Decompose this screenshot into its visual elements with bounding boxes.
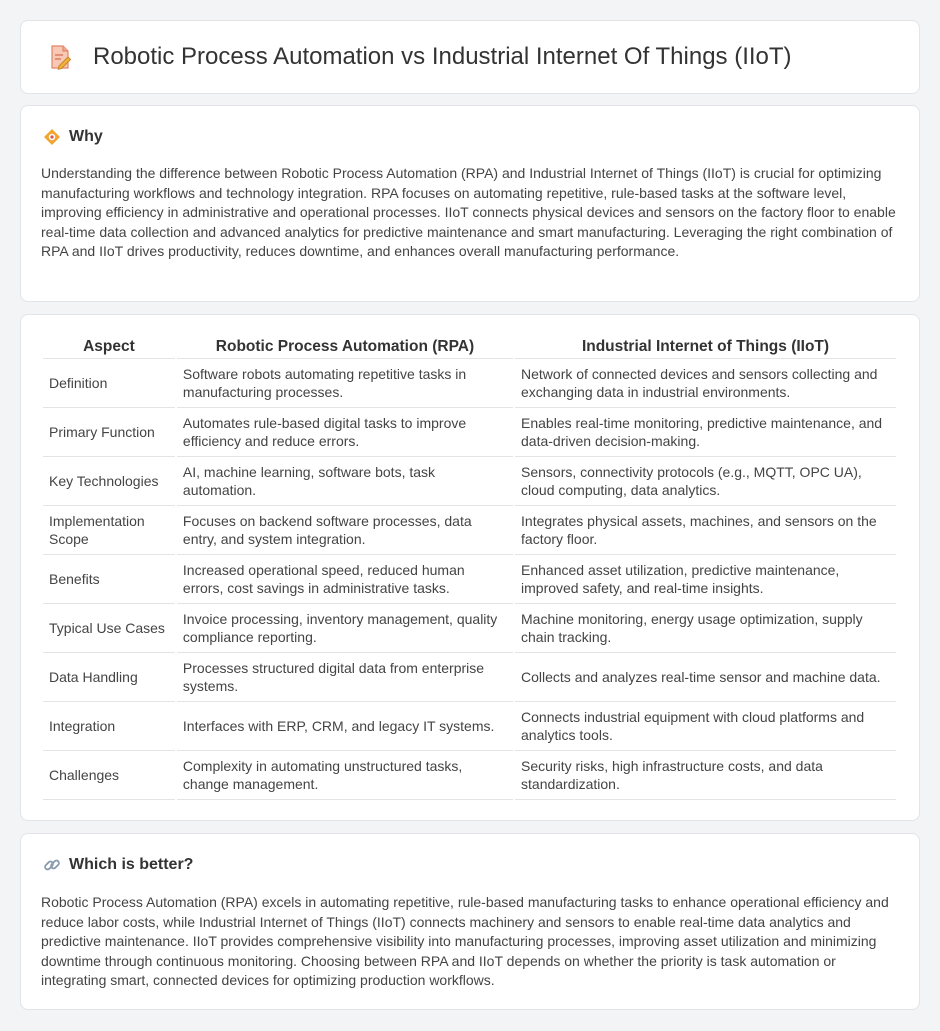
table-row bbox=[43, 653, 896, 702]
aspect-cell: Benefits bbox=[43, 555, 175, 604]
rpa-cell: Processes structured digital data from enterprise systems. bbox=[177, 653, 513, 702]
aspect-cell: Key Technologies bbox=[43, 457, 175, 506]
table-row bbox=[43, 751, 896, 800]
rpa-cell: Complexity in automating unstructured tasks, change management. bbox=[177, 751, 513, 800]
why-text: Understanding the difference between Robotic Process Automation (RPA) and Industrial Internet of Things (IIoT) is crucial for optimizing manufacturing workflows and technology integration. RPA focuses on automating repetitive, rule-based tasks at the software level, improving efficiency in administrative and operational processes. IIoT connects physical devices and sensors on the factory floor to enable real-time data collection and advanced analytics for predictive maintenance and smart manufacturing. Leveraging the right combination of RPA and IIoT drives productivity, reduces downtime, and enhances overall manufacturing performance. bbox=[41, 165, 896, 259]
aspect-cell: Data Handling bbox=[43, 653, 175, 702]
which-is-better-section bbox=[20, 833, 920, 1010]
document-edit-icon bbox=[47, 44, 73, 70]
iiot-cell: Security risks, high infrastructure costs, and data standardization. bbox=[515, 751, 896, 800]
iiot-cell: Collects and analyzes real-time sensor and machine data. bbox=[515, 653, 896, 702]
table-row bbox=[43, 408, 896, 457]
table-row bbox=[43, 359, 896, 408]
header-aspect: Aspect bbox=[43, 335, 175, 359]
link-icon bbox=[43, 856, 61, 874]
iiot-cell: Integrates physical assets, machines, and sensors on the factory floor. bbox=[515, 506, 896, 555]
header-rpa: Robotic Process Automation (RPA) bbox=[177, 335, 513, 359]
aspect-cell: Challenges bbox=[43, 751, 175, 800]
table-row bbox=[43, 604, 896, 653]
rpa-cell: AI, machine learning, software bots, task automation. bbox=[177, 457, 513, 506]
rpa-cell: Interfaces with ERP, CRM, and legacy IT systems. bbox=[177, 702, 513, 751]
target-icon bbox=[43, 128, 61, 146]
iiot-cell: Enables real-time monitoring, predictive maintenance, and data-driven decision-making. bbox=[515, 408, 896, 457]
iiot-cell: Enhanced asset utilization, predictive maintenance, improved safety, and real-time insights. bbox=[515, 555, 896, 604]
aspect-cell: Integration bbox=[43, 702, 175, 751]
rpa-cell: Automates rule-based digital tasks to improve efficiency and reduce errors. bbox=[177, 408, 513, 457]
why-title: Why bbox=[69, 128, 103, 145]
header-card bbox=[20, 20, 920, 94]
better-title: Which is better? bbox=[69, 856, 194, 873]
why-section bbox=[20, 105, 920, 302]
iiot-cell: Sensors, connectivity protocols (e.g., MQTT, OPC UA), cloud computing, data analytics. bbox=[515, 457, 896, 506]
page-title: Robotic Process Automation vs Industrial Internet Of Things (IIoT) bbox=[93, 43, 792, 70]
rpa-cell: Software robots automating repetitive tasks in manufacturing processes. bbox=[177, 359, 513, 408]
better-text: Robotic Process Automation (RPA) excels in automating repetitive, rule-based manufacturing tasks to enhance operational efficiency and reduce labor costs, while Industrial Internet of Things (IIoT) connects machinery and sensors to enable real-time data analytics and predictive maintenance. IIoT provides comprehensive visibility into manufacturing processes, improving asset utilization and minimizing downtime through continuous monitoring. Choosing between RPA and IIoT depends on whether the priority is task automation or integrating smart, connected devices for optimizing production workflows. bbox=[41, 894, 889, 988]
iiot-cell: Machine monitoring, energy usage optimization, supply chain tracking. bbox=[515, 604, 896, 653]
aspect-cell: Primary Function bbox=[43, 408, 175, 457]
iiot-cell: Connects industrial equipment with cloud platforms and analytics tools. bbox=[515, 702, 896, 751]
rpa-cell: Invoice processing, inventory management, quality compliance reporting. bbox=[177, 604, 513, 653]
table-header-row bbox=[43, 335, 896, 359]
aspect-cell: Typical Use Cases bbox=[43, 604, 175, 653]
table-row bbox=[43, 702, 896, 751]
rpa-cell: Focuses on backend software processes, data entry, and system integration. bbox=[177, 506, 513, 555]
comparison-table bbox=[41, 335, 898, 800]
table-row bbox=[43, 506, 896, 555]
aspect-cell: Implementation Scope bbox=[43, 506, 175, 555]
aspect-cell: Definition bbox=[43, 359, 175, 408]
table-row bbox=[43, 457, 896, 506]
iiot-cell: Network of connected devices and sensors collecting and exchanging data in industrial environments. bbox=[515, 359, 896, 408]
comparison-section bbox=[20, 314, 920, 821]
header-iiot: Industrial Internet of Things (IIoT) bbox=[515, 335, 896, 359]
rpa-cell: Increased operational speed, reduced human errors, cost savings in administrative tasks. bbox=[177, 555, 513, 604]
table-row bbox=[43, 555, 896, 604]
